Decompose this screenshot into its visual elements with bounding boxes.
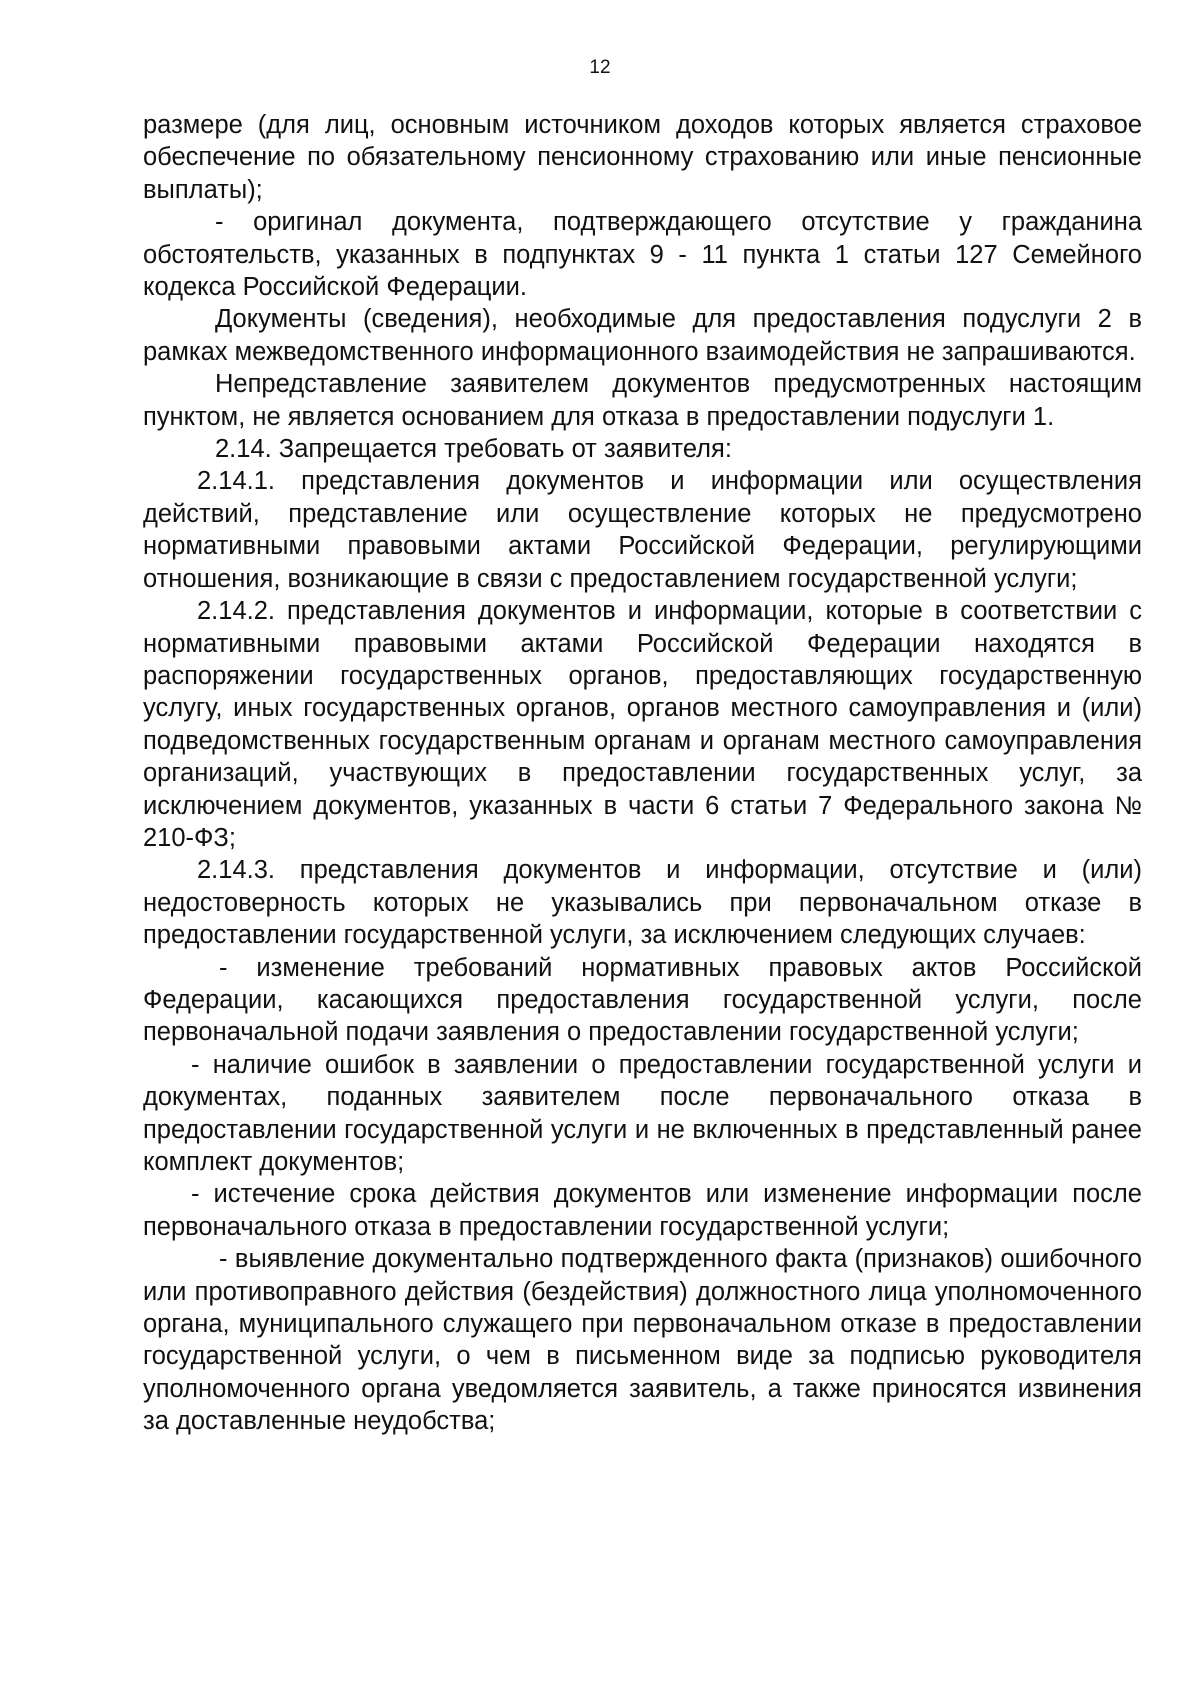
paragraph-income-sources: размере (для лиц, основным источником доходов которых является страховое обеспечение по обязательному пенсионному страхованию или иные пенсионные выплаты); bbox=[143, 111, 1142, 204]
list-item-expiration: - истечение срока действия документов или изменение информации после первоначального отказа в предоставлении государственной услуги; bbox=[143, 1180, 1142, 1241]
paragraph-2-14-1: 2.14.1. представления документов и информации или осуществления действий, представление или осуществление которых не предусмотрено нормативными правовыми актами Российской Федерации, регулирующими отношения, возникающие в связи с предоставлением государственной услуги; bbox=[143, 467, 1142, 593]
paragraph-2-14: 2.14. Запрещается требовать от заявителя: bbox=[215, 435, 732, 464]
paragraph-non-submission: Непредставление заявителем документов предусмотренных настоящим пунктом, не является основанием для отказа в предоставлении подуслуги 1. bbox=[143, 370, 1142, 431]
list-item-requirements-change: - изменение требований нормативных правовых актов Российской Федерации, касающихся предоставления государственной услуги, после первоначальной подачи заявления о предоставлении государственной услуги; bbox=[143, 953, 1142, 1047]
list-item-official-misconduct: - выявление документально подтвержденного факта (признаков) ошибочного или противоправного действия (бездействия) должностного лица уполномоченного органа, муниципального служащего при первоначальном отказе в предоставлении государственной услуги, о чем в письменном виде за подписью руководителя уполномоченного органа уведомляется заявитель, а также приносятся извинения за доставленные неудобства; bbox=[143, 1245, 1142, 1436]
paragraph-2-14-2: 2.14.2. представления документов и информации, которые в соответствии с нормативными правовыми актами Российской Федерации находятся в распоряжении государственных органов, предоставляющих государственную услугу, иных государственных органов, органов местного самоуправления и (или) подведомственных государственным органам и органам местного самоуправления организаций, участвующих в предоставлении государственных услуг, за исключением документов, указанных в части 6 статьи 7 Федерального закона № 210-ФЗ; bbox=[143, 597, 1142, 852]
paragraph-interagency-documents: Документы (сведения), необходимые для предоставления подуслуги 2 в рамках межведомственного информационного взаимодействия не запрашиваются. bbox=[143, 305, 1142, 366]
page-number: 12 bbox=[589, 57, 611, 78]
document-body bbox=[143, 109, 1142, 1438]
paragraph-2-14-3: 2.14.3. представления документов и информации, отсутствие и (или) недостоверность которых не указывались при первоначальном отказе в предоставлении государственной услуги, за исключением следующих случаев: bbox=[143, 856, 1142, 950]
paragraph-original-document: - оригинал документа, подтверждающего отсутствие у гражданина обстоятельств, указанных в подпунктах 9 - 11 пункта 1 статьи 127 Семейного кодекса Российской Федерации. bbox=[143, 208, 1142, 302]
list-item-errors: - наличие ошибок в заявлении о предоставлении государственной услуги и документах, поданных заявителем после первоначального отказа в предоставлении государственной услуги и не включенных в представленный ранее комплект документов; bbox=[143, 1050, 1142, 1176]
